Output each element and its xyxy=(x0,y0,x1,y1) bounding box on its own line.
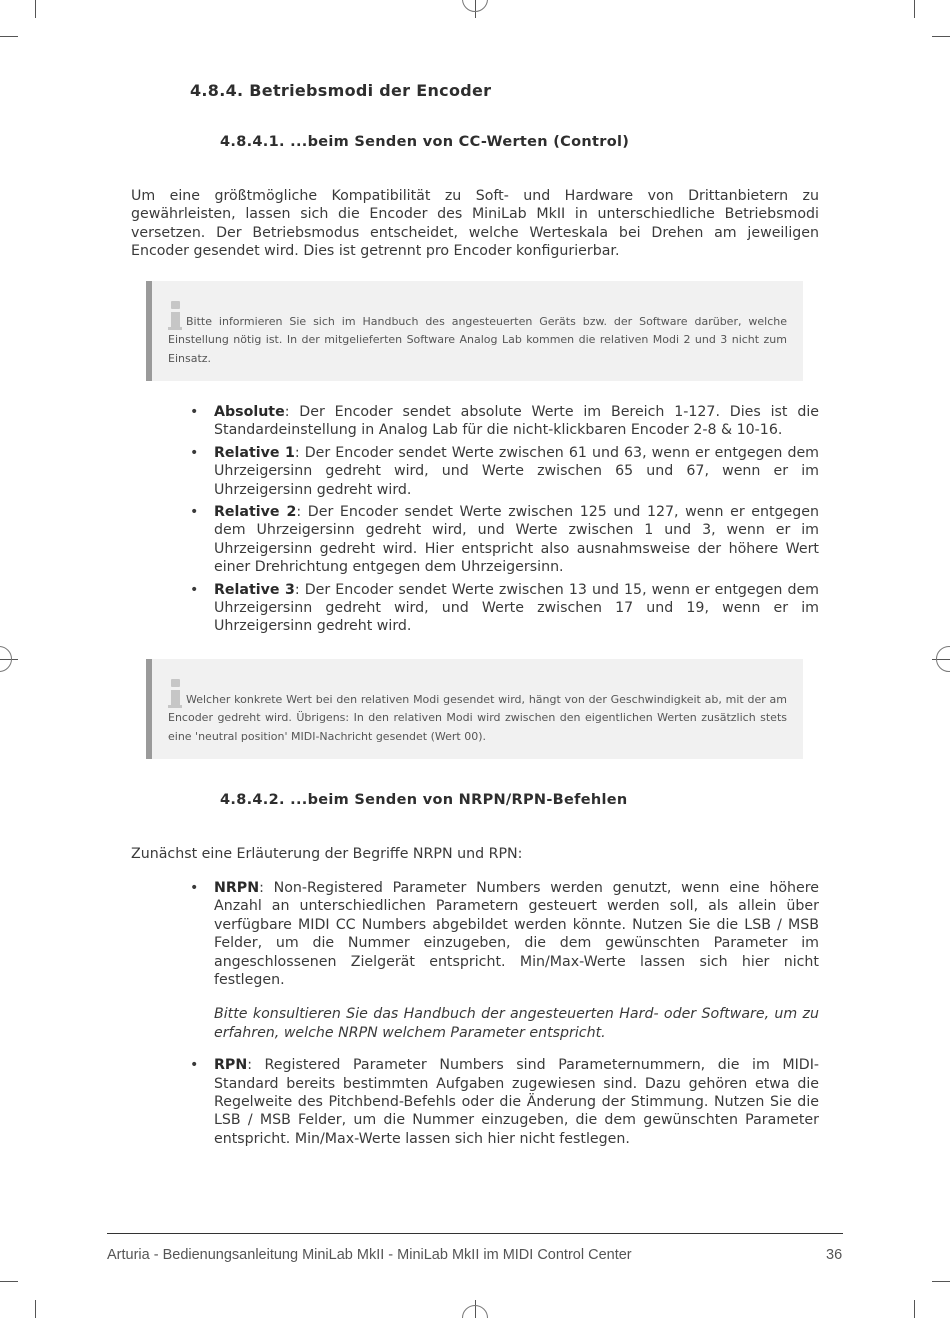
registration-mark xyxy=(462,1305,488,1318)
list-item: • Relative 1: Der Encoder sendet Werte zwischen 61 und 63, wenn er entgegen dem Uhrzeigersinn gedreht wird, und Werte zwischen 65 und 67, wenn er im Uhrzeigersinn gedreht wird. xyxy=(190,444,820,498)
crop-mark xyxy=(914,0,915,18)
info-note xyxy=(146,281,803,381)
crop-mark xyxy=(0,36,18,37)
registration-mark xyxy=(936,646,950,672)
crop-mark xyxy=(932,36,950,37)
bullet: • xyxy=(190,444,199,461)
note-text: Welcher konkrete Wert bei den relativen Modi gesendet wird, hängt von der Geschwindigkeit ab, mit der am Encoder gedreht wird. Übrigens: In den relativen Modi wird zwischen den eigentlichen Werten zusätzlich stets eine 'neutral position' MIDI-Nachricht gesendet (Wert 00). xyxy=(168,693,787,743)
footer-rule xyxy=(107,1233,843,1234)
registration-mark xyxy=(462,0,488,12)
encoder-modes-list xyxy=(190,403,819,640)
info-icon xyxy=(168,301,182,331)
subsection-heading-nrpn: 4.8.4.2. ...beim Senden von NRPN/RPN-Befehlen xyxy=(220,792,628,808)
list-item: • RPN: Registered Parameter Numbers sind Parameternummern, die im MIDI-Standard bereits bestimmten Aufgaben zugewiesen sind. Dazu gehören etwa die Regelweite des Pitchbend-Befehls oder die Änderung der Stimmung. Nutzen Sie die LSB / MSB Felder, um die Nummer einzugeben, die dem gewünschten Parameter entspricht. Min/Max-Werte lassen sich hier nicht festlegen. xyxy=(190,1057,819,1147)
info-note xyxy=(146,659,803,759)
list-item: • Absolute: Der Encoder sendet absolute Werte im Bereich 1-127. Dies ist die Standardeinstellung in Analog Lab für die nicht-klickbaren Encoder 2-8 & 10-16. xyxy=(190,404,819,439)
crop-mark xyxy=(914,1300,915,1318)
bullet: • xyxy=(190,880,199,896)
bullet: • xyxy=(190,504,199,521)
intro-paragraph: Um eine größtmögliche Kompatibilität zu Soft- und Hardware von Drittanbietern zu gewährleisten, lassen sich die Encoder des MiniLab MkII in unterschiedliche Betriebsmodi versetzen. Der Betriebsmodus entscheidet, welche Werteskala bei Drehen am jeweiligen Encoder gesendet wird. Dies ist getrennt pro Encoder konfigurierbar. xyxy=(131,188,819,260)
note-text: Bitte informieren Sie sich im Handbuch des angesteuerten Geräts bzw. der Software darüber, welche Einstellung nötig ist. In der mitgelieferten Software Analog Lab kommen die relativen Modi 2 und 3 nicht zum Einsatz. xyxy=(168,315,787,365)
list-item: • Relative 2: Der Encoder sendet Werte zwischen 125 und 127, wenn er entgegen dem Uhrzeigersinn gedreht wird, und Werte zwischen 1 und 3, wenn er im Uhrzeigersinn gedreht wird. Hier entspricht also ausnahmsweise der höhere Wert einer Drehrichtung entgegen dem Uhrzeigersinn. xyxy=(190,504,820,576)
crop-mark xyxy=(35,0,36,18)
registration-mark xyxy=(0,646,12,672)
info-icon xyxy=(168,679,182,709)
crop-mark xyxy=(0,1281,18,1282)
section-heading: 4.8.4. Betriebsmodi der Encoder xyxy=(190,81,492,100)
crop-mark xyxy=(932,1281,950,1282)
bullet: • xyxy=(190,404,199,420)
nrpn-rpn-list xyxy=(190,879,819,1152)
intro-paragraph-2: Zunächst eine Erläuterung der Begriffe NRPN und RPN: xyxy=(131,846,523,862)
subsection-heading-cc: 4.8.4.1. ...beim Senden von CC-Werten (Control) xyxy=(220,134,630,150)
footer-title: Arturia - Bedienungsanleitung MiniLab MkII - MiniLab MkII im MIDI Control Center xyxy=(107,1247,632,1263)
crop-mark xyxy=(35,1300,36,1318)
page-number: 36 xyxy=(826,1247,843,1263)
bullet: • xyxy=(190,1057,199,1074)
bullet: • xyxy=(190,581,199,598)
list-item: • NRPN: Non-Registered Parameter Numbers werden genutzt, wenn eine höhere Anzahl an unterschiedlichen Parametern gesteuert werden soll, als allein über verfügbare MIDI CC Numbers abgebildet werden könnte. Nutzen Sie die LSB / MSB Felder, um die Nummer einzugeben, die dem gewünschten Parameter im angeschlossenen Zielgerät entspricht. Min/Max-Werte lassen sich hier nicht festlegen. Bitte konsultieren Sie das Handbuch der angesteuerten Hard- oder Software, um zu erfahren, welche NRPN welchem Parameter entspricht. xyxy=(190,880,819,1041)
italic-note: Bitte konsultieren Sie das Handbuch der angesteuerten Hard- oder Software, um zu erfahren, welche NRPN welchem Parameter entspricht. xyxy=(214,1006,819,1041)
list-item: • Relative 3: Der Encoder sendet Werte zwischen 13 und 15, wenn er entgegen dem Uhrzeigersinn gedreht wird, und Werte zwischen 17 und 19, wenn er im Uhrzeigersinn gedreht wird. xyxy=(190,581,820,635)
